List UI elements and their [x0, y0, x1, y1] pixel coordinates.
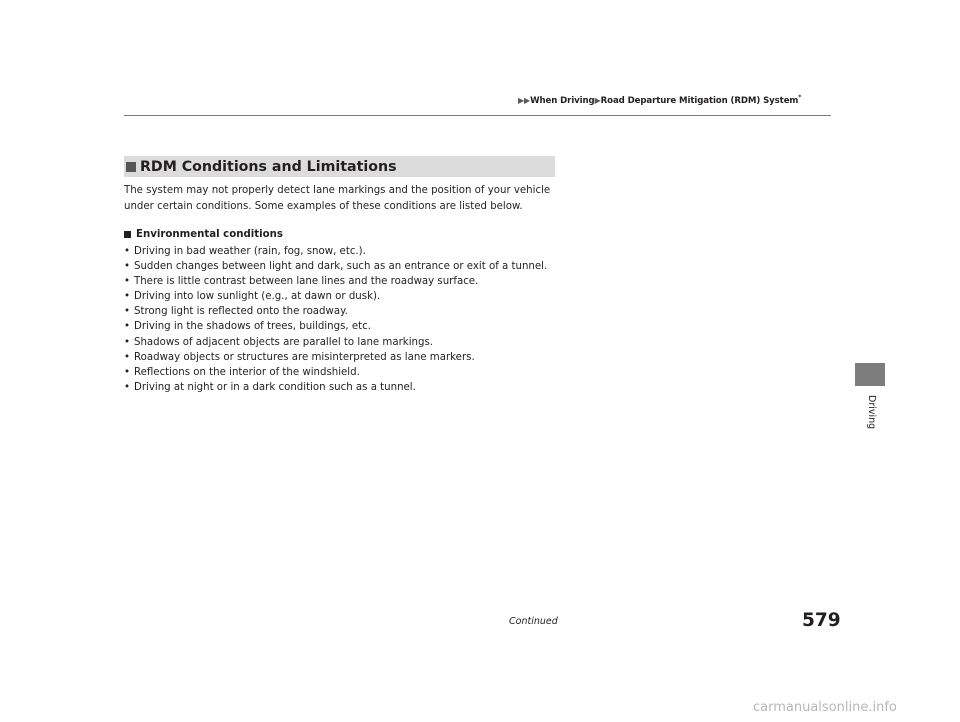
list-item [124, 335, 584, 350]
list-item-text: Shadows of adjacent objects are parallel to lane markings. [134, 336, 433, 348]
list-item-text: Driving in bad weather (rain, fog, snow, etc.). [134, 246, 366, 257]
bullet-icon: • [124, 306, 131, 318]
breadcrumb-item[interactable]: When Driving [530, 96, 595, 106]
bullet-icon: • [124, 321, 131, 333]
breadcrumb [518, 96, 801, 106]
chapter-tab[interactable] [855, 363, 885, 386]
bullet-icon: • [124, 366, 131, 378]
bullet-icon: • [124, 351, 131, 363]
bullet-icon: • [124, 246, 131, 257]
conditions-list [124, 244, 584, 395]
subheading-square-icon [124, 231, 131, 238]
list-item-text: Driving in the shadows of trees, buildings, etc. [134, 321, 371, 333]
intro-paragraph: The system may not properly detect lane markings and the position of your vehicle under certain conditions. Some examples of these conditions are listed below. [124, 185, 551, 212]
bullet-icon: • [124, 336, 131, 348]
continued-note: Continued [509, 616, 558, 627]
bullet-icon: • [124, 291, 131, 303]
breadcrumb-footnote-mark: * [798, 94, 802, 101]
list-item [124, 350, 584, 365]
subheading [124, 229, 283, 240]
list-item-text: Strong light is reflected onto the roadway. [134, 306, 348, 318]
section-square-icon [126, 162, 136, 172]
bullet-icon: • [124, 261, 131, 273]
list-item-text: Sudden changes between light and dark, such as an entrance or exit of a tunnel. [134, 261, 548, 273]
list-item [124, 274, 584, 289]
list-item [124, 365, 584, 380]
list-item [124, 380, 584, 395]
list-item [124, 319, 584, 334]
list-item-text: Roadway objects or structures are misinterpreted as lane markers. [134, 351, 475, 363]
list-item [124, 244, 584, 259]
list-item-text: There is little contrast between lane lines and the roadway surface. [134, 276, 479, 288]
breadcrumb-item[interactable]: Road Departure Mitigation (RDM) System [600, 96, 799, 106]
watermark: carmanualsonline.info [753, 700, 897, 715]
bullet-icon: • [124, 381, 131, 393]
list-item [124, 289, 584, 304]
subheading-label: Environmental conditions [136, 229, 283, 240]
page-number: 579 [802, 610, 841, 631]
list-item-text: Driving into low sunlight (e.g., at dawn or dusk). [134, 291, 381, 303]
breadcrumb-arrow-icon: ▶ [594, 96, 601, 105]
list-item-text: Driving at night or in a dark condition such as a tunnel. [134, 381, 416, 393]
breadcrumb-arrow-icon: ▶▶ [518, 96, 531, 105]
section-heading [124, 156, 555, 177]
list-item [124, 304, 584, 319]
header-rule [124, 115, 831, 116]
chapter-label: Driving [866, 395, 877, 430]
section-title: RDM Conditions and Limitations [140, 158, 397, 175]
list-item [124, 259, 584, 274]
list-item-text: Reflections on the interior of the windshield. [134, 366, 360, 378]
bullet-icon: • [124, 276, 131, 288]
